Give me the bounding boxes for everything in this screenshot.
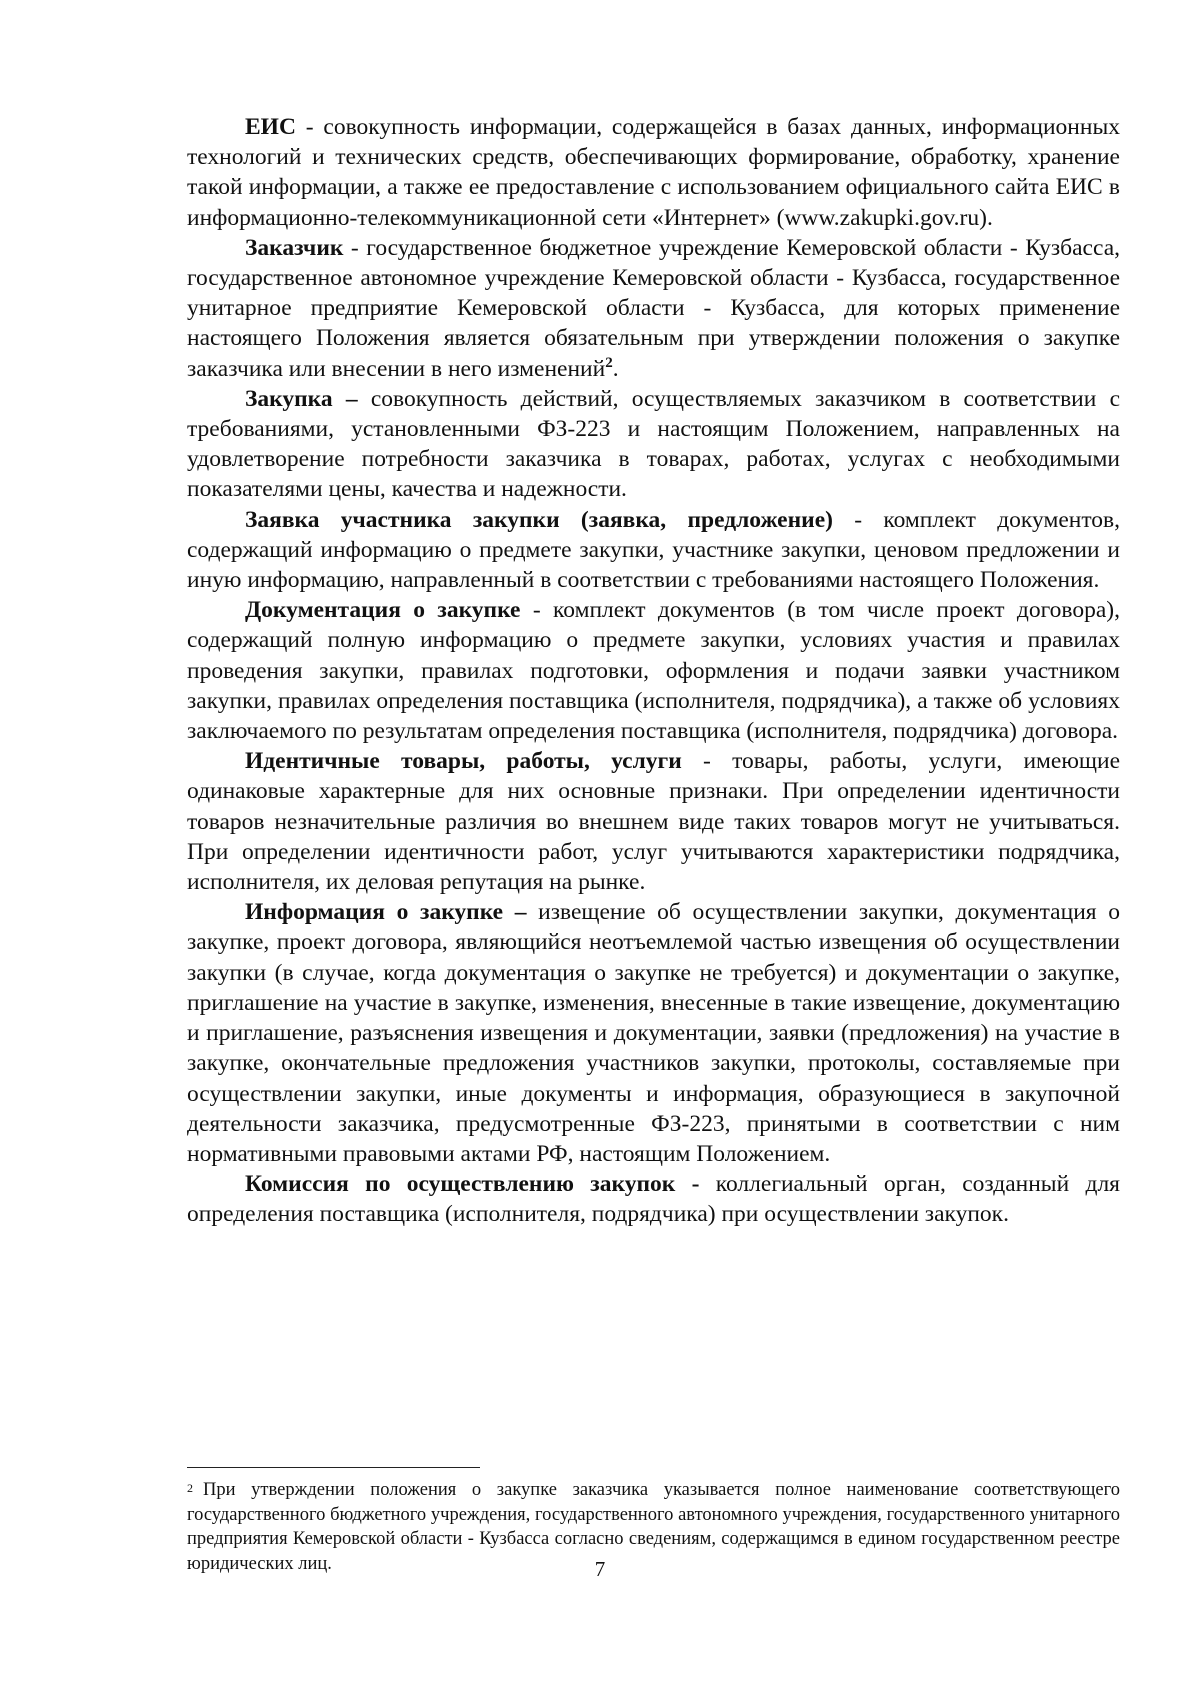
definition-term: Идентичные товары, работы, услуги	[245, 748, 682, 775]
definition-paragraph	[187, 384, 1120, 505]
definition-term: Документация о закупке	[245, 597, 521, 624]
definition-text: извещение об осуществлении закупки, документация о закупке, проект договора, являющийся неотъемлемой частью извещения об осуществлении закупки (в случае, когда документация о закупке не требуется) и документации о закупке, приглашение на участие в закупке, изменения, внесенные в такие извещение, документацию и приглашение, разъяснения извещения и документации, заявки (предложения) на участие в закупке, окончательные предложения участников закупки, протоколы, составляемые при осуществлении закупки, иные документы и информация, образующиеся в закупочной деятельности заказчика, предусмотренные ФЗ-223, принятыми в соответствии с ним нормативными правовыми актами РФ, настоящим Положением.	[187, 899, 1120, 1167]
definition-paragraph	[187, 1169, 1120, 1229]
definition-text: коллегиальный орган, созданный для определения поставщика (исполнителя, подрядчика) при осуществлении закупок.	[187, 1171, 1120, 1228]
page-number: 7	[594, 1557, 606, 1581]
definition-paragraph	[187, 595, 1120, 746]
definition-text: - комплект документов (в том числе проект договора), содержащий полную информацию о предмете закупки, условиях участия и правилах проведения закупки, правилах подготовки, оформления и подачи заявки участником закупки, правилах определения поставщика (исполнителя, подрядчика), а также об условиях заключаемого по результатам определения поставщика (исполнителя, подрядчика) договора.	[187, 597, 1120, 745]
definition-paragraph	[187, 746, 1120, 897]
definition-text: совокупность действий, осуществляемых заказчиком в соответствии с требованиями, установленными ФЗ-223 и настоящим Положением, направленных на удовлетворение потребности заказчика в товарах, работах, услугах с необходимыми показателями цены, качества и надежности.	[187, 385, 1120, 503]
footnote-reference[interactable]: 2	[605, 354, 613, 371]
definition-text: - государственное бюджетное учреждение Кемеровской области - Кузбасса, государственное автономное учреждение Кемеровской области - Кузбасса, государственное унитарное предприятие Кемеровской области - Кузбасса, для которых применение настоящего Положения является обязательным при утверждении положения о закупке заказчика или внесении в него изменений	[187, 234, 1120, 382]
definition-term: Комиссия по осуществлению закупок -	[245, 1171, 700, 1198]
definition-term: Заявка участника закупки (заявка, предложение)	[245, 506, 833, 533]
definitions-body	[187, 112, 1120, 1230]
definition-term: Закупка –	[245, 385, 358, 412]
definition-tail: .	[612, 355, 619, 382]
definition-text: - комплект документов, содержащий информацию о предмете закупки, участнике закупки, ценовом предложении и иную информацию, направленный в соответствии с требованиями настоящего Положения.	[187, 506, 1121, 594]
definition-term: ЕИС	[245, 114, 296, 140]
footnote-separator	[187, 1467, 480, 1468]
definition-paragraph	[187, 505, 1120, 596]
definition-term: Заказчик	[245, 234, 344, 261]
definition-paragraph	[187, 897, 1120, 1169]
definition-text: - товары, работы, услуги, имеющие одинаковые характерные для них основные признаки. При определении идентичности товаров незначительные различия во внешнем виде таких товаров могут не учитываться. При определении идентичности работ, услуг учитываются характеристики подрядчика, исполнителя, их деловая репутация на рынке.	[187, 748, 1120, 896]
definition-term: Информация о закупке –	[245, 899, 527, 926]
footnote-mark: 2	[187, 1481, 193, 1495]
definition-paragraph	[187, 233, 1120, 384]
footnote-text: При утверждении положения о закупке заказчика указывается полное наименование соответствующего государственного бюджетного учреждения, государственного автономного учреждения, государственного унитарного предприятия Кемеровской области - Кузбасса согласно сведениям, содержащимся в едином государственном реестре юридических лиц.	[187, 1480, 1120, 1574]
definition-text: - совокупность информации, содержащейся в базах данных, информационных технологий и технических средств, обеспечивающих формирование, обработку, хранение такой информации, а также ее предоставление с использованием официального сайта ЕИС в информационно-телекоммуникационной сети «Интернет» (www.zakupki.gov.ru).	[187, 114, 1120, 231]
definition-paragraph	[187, 112, 1120, 233]
